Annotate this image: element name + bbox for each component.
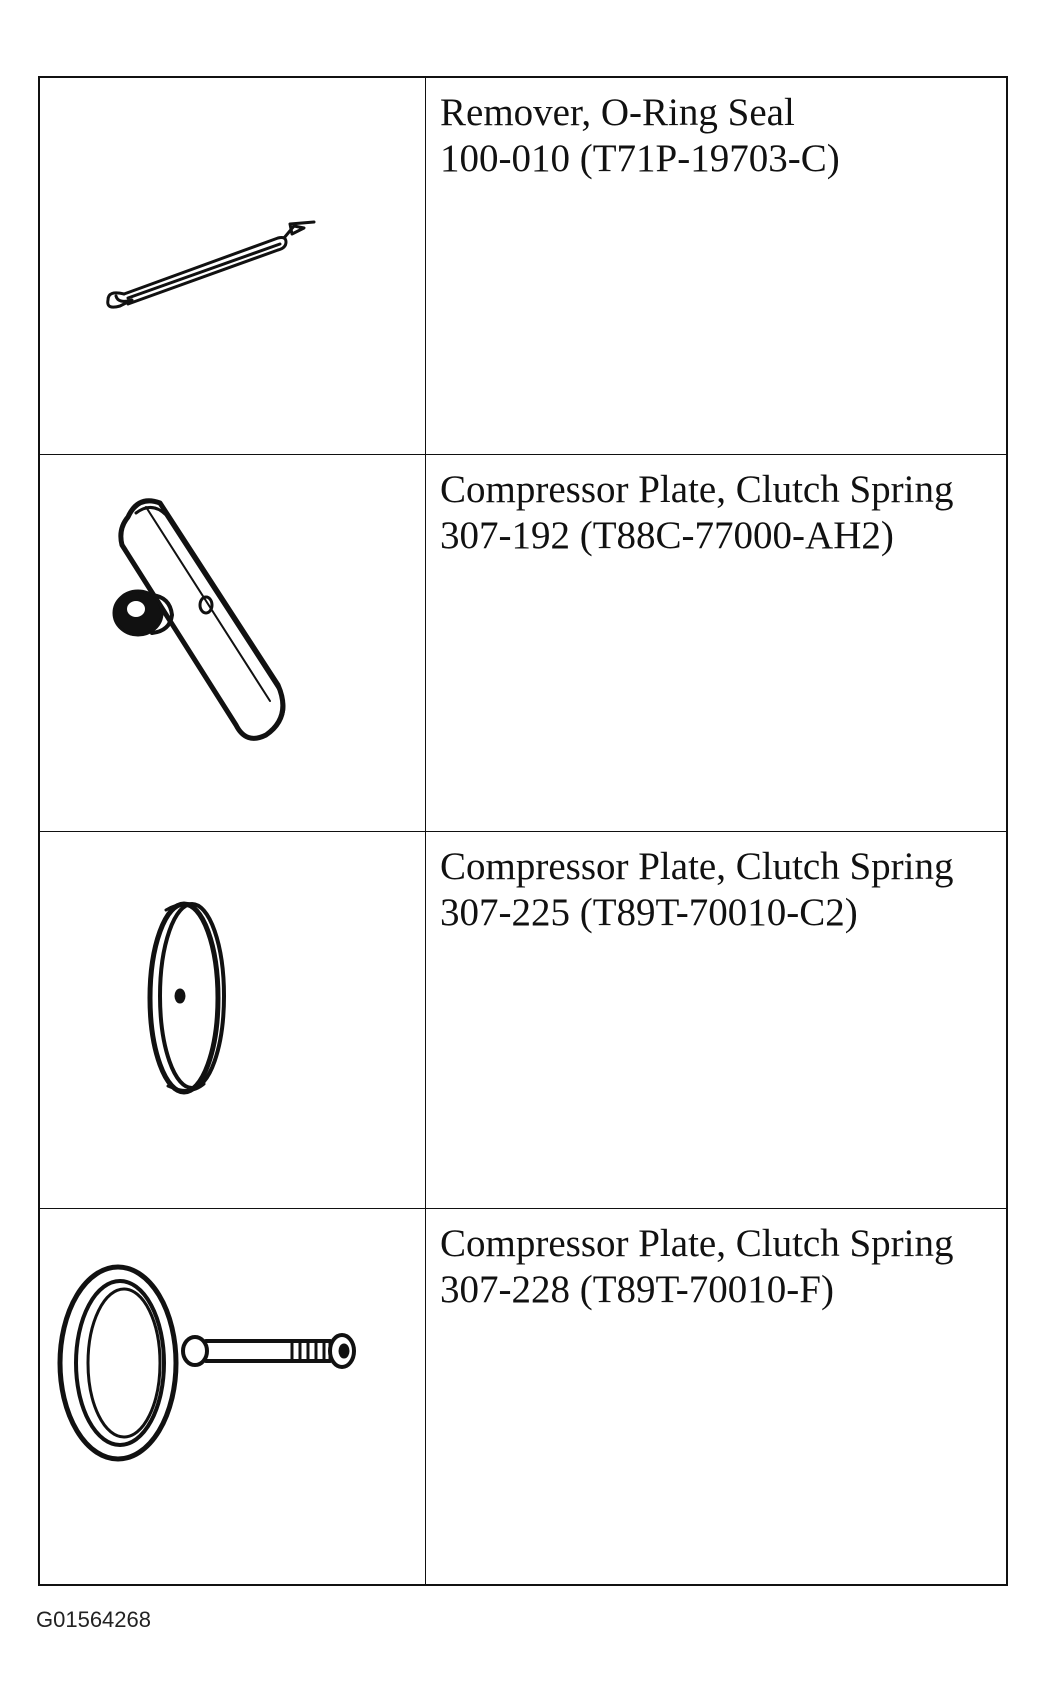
tool-illustration-cell (40, 78, 426, 454)
tool-name: Remover, O-Ring Seal (440, 91, 795, 134)
tool-description (440, 90, 1000, 182)
tool-name: Compressor Plate, Clutch Spring (440, 1222, 954, 1265)
o-ring-seal-remover-icon (40, 78, 426, 455)
tool-illustration-cell (40, 455, 426, 831)
tool-description (440, 1221, 1000, 1313)
tool-number: 307-228 (T89T-70010-F) (440, 1268, 834, 1311)
bar-plate-with-nut-icon (40, 455, 426, 832)
tool-row (40, 1209, 1006, 1584)
tool-illustration-cell (40, 832, 426, 1208)
ring-with-bolt-and-nut-icon (40, 1209, 426, 1584)
tool-row (40, 455, 1006, 832)
tool-number: 100-010 (T71P-19703-C) (440, 137, 840, 180)
tool-name: Compressor Plate, Clutch Spring (440, 845, 954, 888)
tool-row (40, 832, 1006, 1209)
special-tools-table (38, 76, 1008, 1586)
tool-number: 307-192 (T88C-77000-AH2) (440, 514, 894, 557)
tool-illustration-cell (40, 1209, 426, 1584)
round-disc-plate-icon (40, 832, 426, 1209)
tool-number: 307-225 (T89T-70010-C2) (440, 891, 858, 934)
tool-row (40, 78, 1006, 455)
figure-id: G01564268 (36, 1607, 151, 1632)
tool-description (440, 844, 1000, 936)
tool-name: Compressor Plate, Clutch Spring (440, 468, 954, 511)
tool-description (440, 467, 1000, 559)
